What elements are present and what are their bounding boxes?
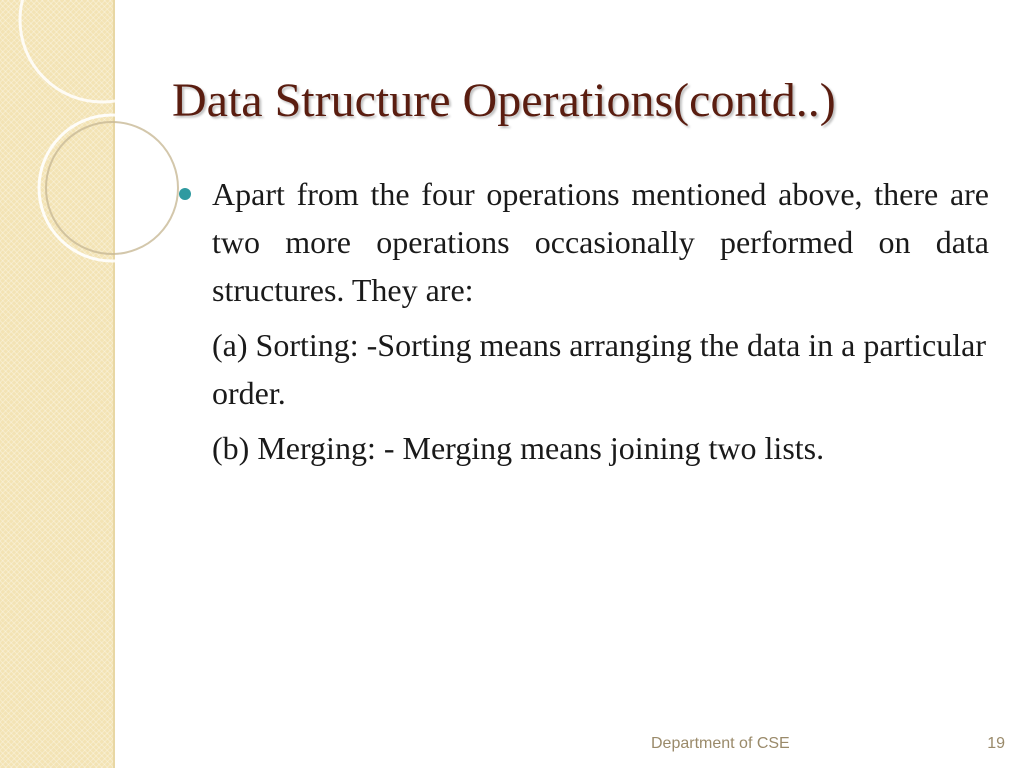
decor-circle-outer bbox=[39, 115, 185, 261]
decor-circle-inner bbox=[46, 122, 178, 254]
sub-item-merging: (b) Merging: - Merging means joining two lists. bbox=[212, 430, 825, 466]
sub-item-sorting: (a) Sorting: -Sorting means arranging the data in a particular order. bbox=[212, 327, 986, 411]
slide-title: Data Structure Operations(contd..) bbox=[172, 74, 836, 127]
bullet-text: Apart from the four operations mentioned above, there are two more operations occasionally performed on data structures. They are: bbox=[212, 176, 989, 308]
decorative-circles bbox=[0, 0, 200, 260]
page-number: 19 bbox=[987, 735, 1005, 752]
footer-department: Department of CSE bbox=[651, 735, 790, 752]
decor-circle-large bbox=[20, 0, 184, 102]
slide-content bbox=[212, 170, 989, 472]
bullet-icon bbox=[179, 188, 191, 200]
